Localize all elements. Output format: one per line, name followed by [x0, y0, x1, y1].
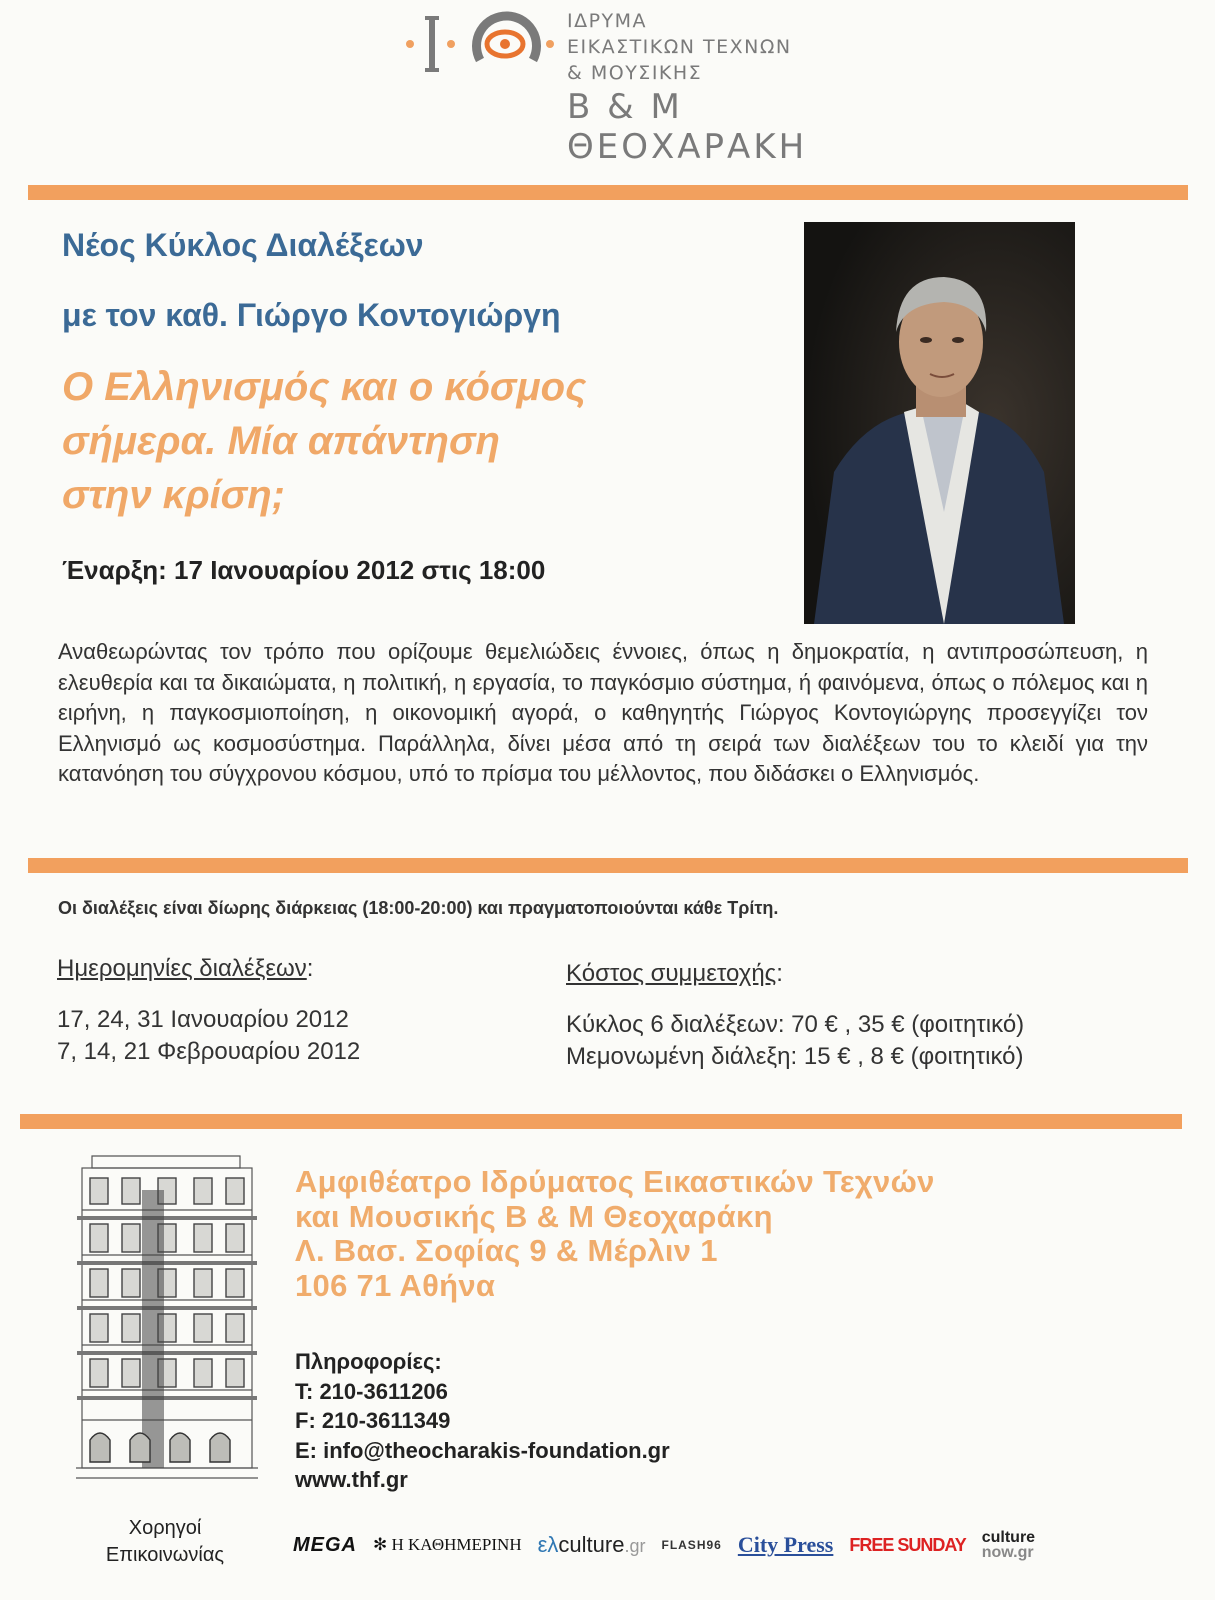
cost-heading-colon: :	[776, 960, 783, 987]
exculture-word: culture	[558, 1532, 625, 1557]
org-line-2: ΕΙΚΑΣΤΙΚΩΝ ΤΕΧΝΩΝ	[567, 36, 792, 58]
topic-line-2: σήμερα. Μία απάντηση	[62, 419, 500, 463]
citypress-logo: City Press	[737, 1532, 834, 1557]
contact-phone: T: 210-3611206	[295, 1378, 448, 1404]
dates-heading-colon: :	[306, 955, 314, 982]
kathimerini-logo	[373, 1535, 522, 1555]
series-title: Νέος Κύκλος Διαλέξεων	[62, 227, 424, 263]
flash96-logo: FLASH96	[661, 1538, 722, 1552]
divider-bottom	[20, 1114, 1182, 1129]
freesunday-logo: FREE SUNDAY	[849, 1534, 966, 1555]
mega-logo: MEGA	[293, 1533, 357, 1556]
topic-line-3: στην κρίση;	[62, 473, 285, 517]
org-line-5: ΘΕΟΧΑΡΑΚΗ	[567, 127, 808, 167]
exculture-prefix: ελ	[537, 1532, 559, 1557]
dates-heading	[57, 955, 313, 983]
kathimerini-emblem-icon: ✻	[373, 1535, 392, 1554]
cost-list	[566, 1009, 1024, 1073]
cost-heading-text: Κόστος συμμετοχής	[566, 960, 777, 987]
date-item: 7, 14, 21 Φεβρουαρίου 2012	[57, 1038, 361, 1065]
contact-info	[295, 1347, 670, 1495]
sponsors-label-line-1: Χορηγοί	[128, 1517, 202, 1539]
venue-line-4: 106 71 Αθήνα	[295, 1267, 496, 1303]
sponsor-logos	[293, 1528, 1051, 1562]
divider-top	[28, 185, 1188, 200]
venue-line-3: Λ. Βασ. Σοφίας 9 & Μέρλιν 1	[295, 1233, 718, 1268]
kathimerini-text: Η ΚΑΘΗΜΕΡΙΝΗ	[391, 1535, 522, 1554]
org-line-4: Β & Μ	[567, 87, 683, 127]
org-line-3: & ΜΟΥΣΙΚΗΣ	[567, 62, 703, 84]
divider-middle	[28, 858, 1188, 873]
venue-address	[295, 1165, 935, 1303]
sponsors-label-line-2: Επικοινωνίας	[105, 1544, 225, 1566]
culturenow-line-2: now.gr	[981, 1544, 1034, 1561]
org-line-1: ΙΔΡΥΜΑ	[567, 10, 648, 32]
foundation-name	[567, 8, 807, 166]
date-item: 17, 24, 31 Ιανουαρίου 2012	[57, 1006, 349, 1033]
contact-email: E: info@theocharakis-foundation.gr	[295, 1437, 670, 1463]
building-drawing	[72, 1150, 262, 1485]
start-date: Έναρξη: 17 Ιανουαρίου 2012 στις 18:00	[62, 555, 546, 585]
cost-item: Κύκλος 6 διαλέξεων: 70 € , 35 € (φοιτητικό)	[566, 1011, 1025, 1038]
venue-line-2: και Μουσικής Β & Μ Θεοχαράκη	[295, 1198, 773, 1234]
culturenow-logo	[982, 1530, 1035, 1560]
sponsors-label	[90, 1515, 240, 1569]
venue-line-1: Αμφιθέατρο Ιδρύματος Εικαστικών Τεχνών	[295, 1164, 935, 1199]
duration-note: Οι διαλέξεις είναι δίωρης διάρκειας (18:00-20:00) και πραγματοποιούνται κάθε Τρίτη.	[58, 898, 779, 918]
culturenow-line-1: culture	[981, 1529, 1036, 1546]
contact-heading: Πληροφορίες:	[295, 1349, 442, 1374]
dates-list	[57, 1004, 360, 1068]
cost-heading	[566, 960, 783, 988]
contact-website: www.thf.gr	[295, 1467, 408, 1492]
exculture-suffix: .gr	[624, 1536, 646, 1556]
contact-fax: F: 210-3611349	[295, 1408, 451, 1433]
description-text: Αναθεωρώντας τον τρόπο που ορίζουμε θεμελιώδεις έννοιες, όπως η δημοκρατία, η αντιπροσώπευση, η ελευθερία και τα δικαιώματα, η πολιτική, η εργασία, το παγκόσμιο σύστημα, ή φαινόμενα, όπως ο πόλεμος και η ειρήνη, η παγκοσμιοποίηση, η οικονομική αγορά, ο καθηγητής Γιώργος Κοντογιώργης προσεγγίζει τον Ελληνισμό ως κοσμοσύστημα. Παράλληλα, δίνει μέσα από τη σειρά των διαλέξεων του το κλειδί για την κατανόηση του σύγχρονου κόσμου, υπό το πρίσμα του μέλλοντος, που διδάσκει ο Ελληνισμός.	[58, 639, 1148, 786]
dates-heading-text: Ημερομηνίες διαλέξεων	[57, 955, 307, 982]
speaker-line: με τον καθ. Γιώργο Κοντογιώργη	[62, 297, 561, 333]
topic-title	[62, 360, 782, 522]
cost-item: Μεμονωμένη διάλεξη: 15 € , 8 € (φοιτητικό)	[566, 1043, 1024, 1070]
exculture-logo	[538, 1532, 646, 1558]
speaker-portrait	[804, 222, 1075, 624]
topic-line-1: Ο Ελληνισμός και ο κόσμος	[62, 365, 587, 409]
io-eye-logo-icon	[405, 10, 555, 80]
